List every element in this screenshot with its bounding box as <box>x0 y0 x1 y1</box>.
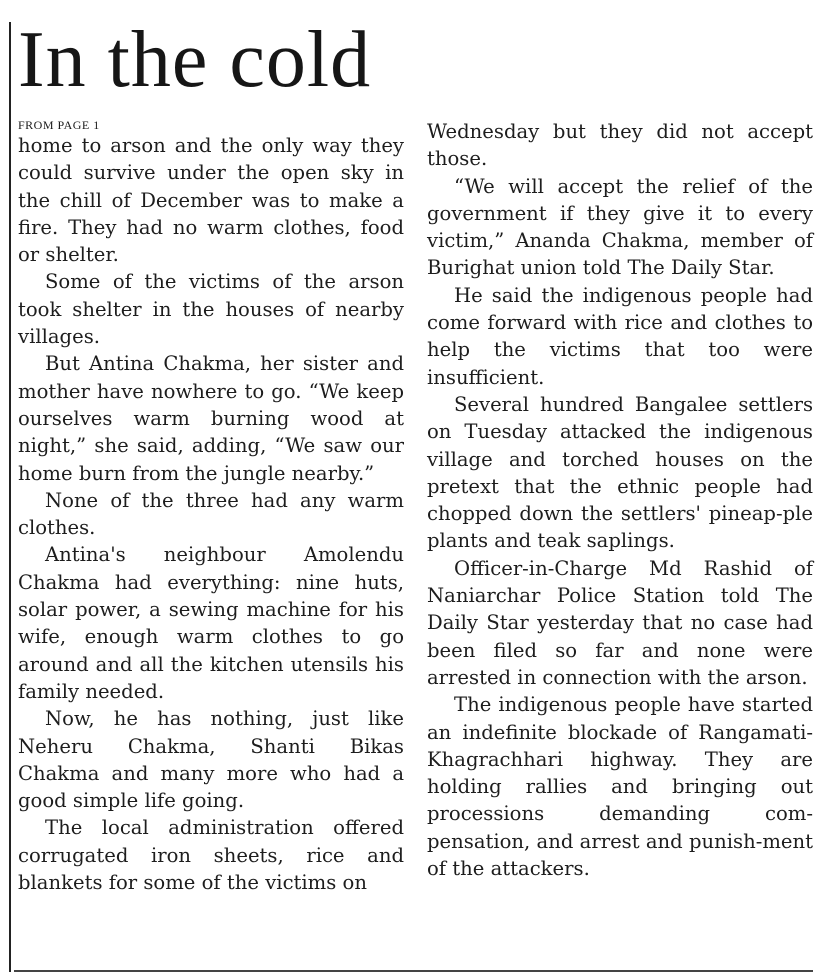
paragraph: home to arson and the only way they could survive under the open sky in the chill of December was to make a fire. They had no warm clothes, food or shelter. <box>18 134 404 267</box>
paragraph: Some of the victims of the arson took shelter in the houses of nearby villages. <box>18 270 404 349</box>
paragraph: The indigenous people have started an indefinite blockade of Rangamati-Khagrachhari highway. They are holding rallies and bringing out processions demanding com-pensation, and arrest and punish-ment of the attackers. <box>427 693 813 881</box>
paragraph: He said the indigenous people had come forward with rice and clothes to help the victims that too were insufficient. <box>427 283 813 389</box>
article-column-1 <box>18 118 404 896</box>
paragraph: But Antina Chakma, her sister and mother have nowhere to go. “We keep ourselves warm burning wood at night,” she said, adding, “We saw our home burn from the jungle nearby.” <box>18 352 404 485</box>
paragraph: Now, he has nothing, just like Neheru Chakma, Shanti Bikas Chakma and many more who had a good simple life going. <box>18 707 404 813</box>
paragraph: Wednesday but they did not accept those. <box>427 120 813 171</box>
bottom-rule <box>14 970 813 972</box>
paragraph: The local administration offered corrugated iron sheets, rice and blankets for some of the victims on <box>18 816 404 895</box>
paragraph: Several hundred Bangalee settlers on Tuesday attacked the indigenous village and torched houses on the pretext that the ethnic people had chopped down the settlers' pineap-ple plants and teak saplings. <box>427 392 813 553</box>
paragraph: Officer-in-Charge Md Rashid of Naniarchar Police Station told The Daily Star yesterday that no case had been filed so far and none were arrested in connection with the arson. <box>427 556 813 689</box>
paragraph: “We will accept the relief of the government if they give it to every victim,” Ananda Chakma, member of Burighat union told The Daily Star. <box>427 174 813 280</box>
jump-label: FROM PAGE 1 <box>18 118 100 132</box>
left-column-rule <box>9 22 11 972</box>
article-column-2 <box>427 118 813 882</box>
paragraph: None of the three had any warm clothes. <box>18 488 404 540</box>
paragraph: Antina's neighbour Amolendu Chakma had everything: nine huts, solar power, a sewing machine for his wife, enough warm clothes to go around and all the kitchen utensils his family needed. <box>18 543 404 703</box>
headline: In the cold <box>18 16 372 104</box>
